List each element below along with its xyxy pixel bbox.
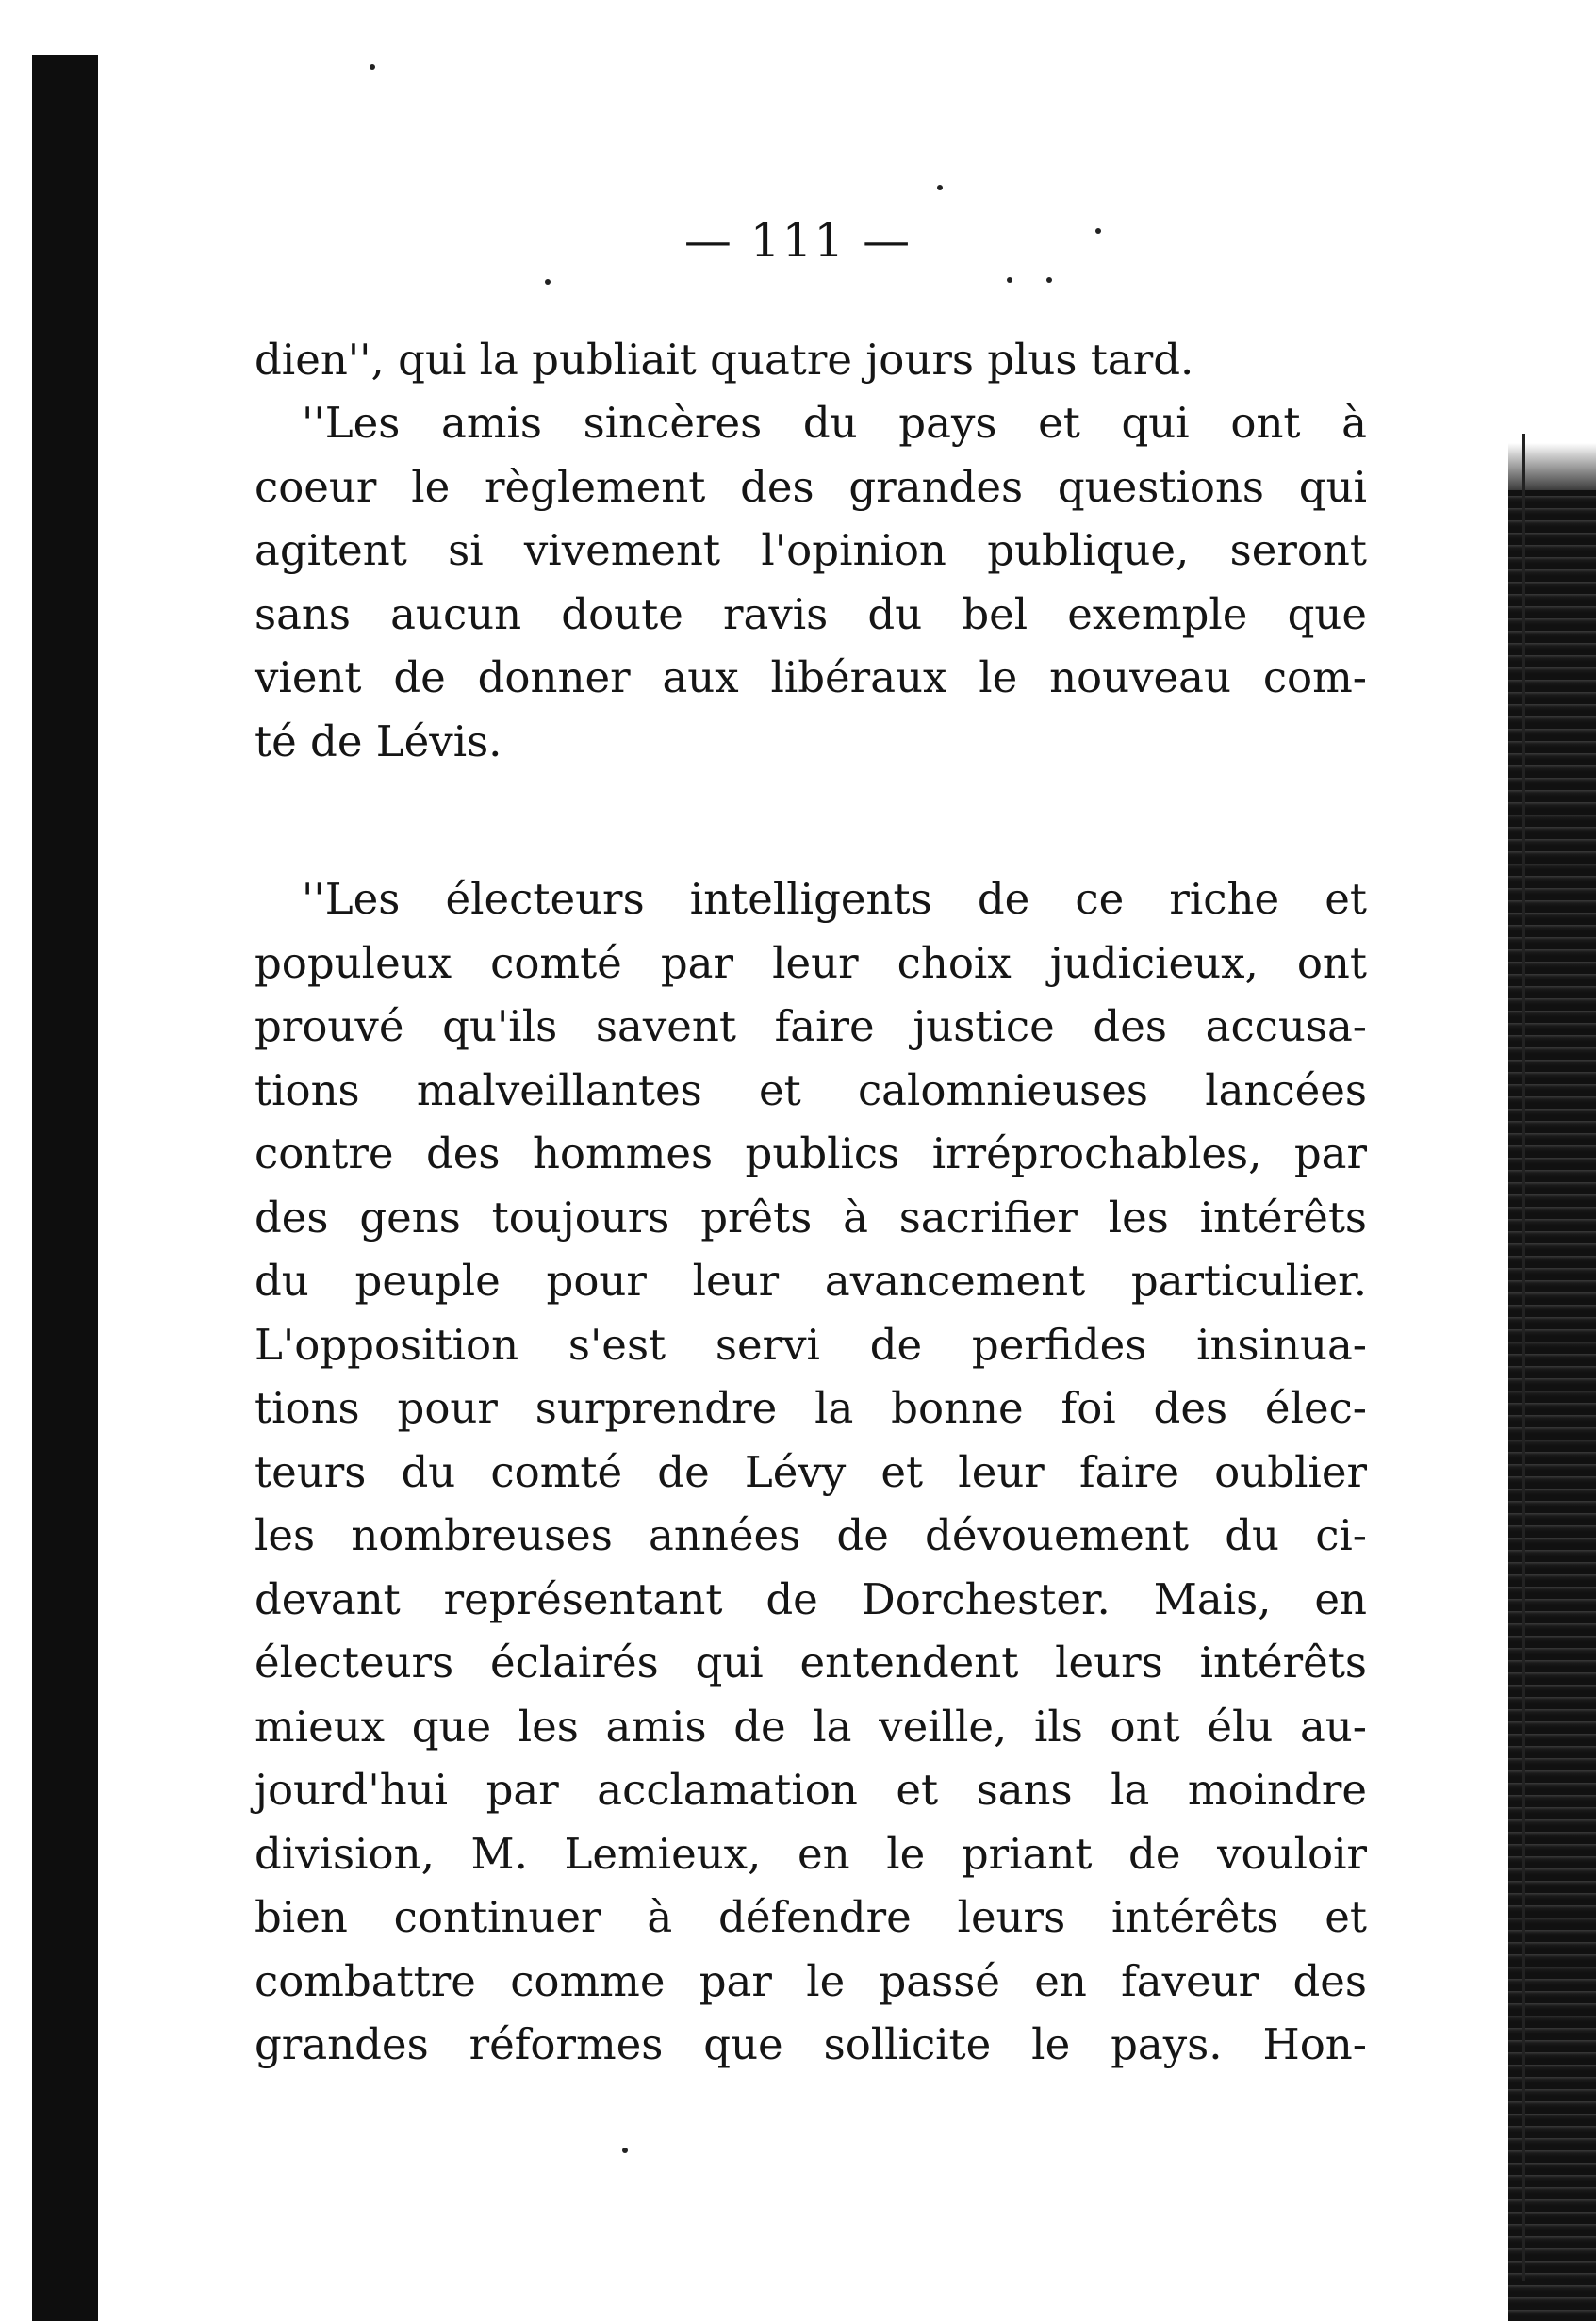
text-line: tions pour surprendre la bonne foi des élec- <box>255 1383 1367 1433</box>
text-line: coeur le règlement des grandes questions qui <box>255 461 1367 512</box>
text-line: mieux que les amis de la veille, ils ont élu au- <box>255 1701 1367 1752</box>
text-line: vient de donner aux libéraux le nouveau com- <box>255 652 1367 702</box>
text-line: combattre comme par le passé en faveur des <box>255 1955 1367 2006</box>
text-line: grandes réformes que sollicite le pays. Hon- <box>255 2019 1367 2069</box>
text-line: jourd'hui par acclamation et sans la moindre <box>255 1765 1367 1815</box>
page-number: — 111 — <box>683 213 913 268</box>
paragraph-continuation <box>255 328 1367 392</box>
text-line: ''Les électeurs intelligents de ce riche et <box>302 874 1367 924</box>
paragraph-quote-2 <box>255 867 1367 2077</box>
text-line: sans aucun doute ravis du bel exemple que <box>255 588 1367 639</box>
text-line: contre des hommes publics irréprochables, par <box>255 1128 1367 1178</box>
text-line: agitent si vivement l'opinion publique, seront <box>255 525 1367 575</box>
scan-speck <box>937 185 943 190</box>
scan-speck <box>1046 277 1052 283</box>
text-line: populeux comté par leur choix judicieux, ont <box>255 937 1367 988</box>
text-line: prouvé qu'ils savent faire justice des accusa- <box>255 1001 1367 1051</box>
text-line: té de Lévis. <box>255 716 502 766</box>
scan-speck <box>370 64 375 70</box>
text-line: des gens toujours prêts à sacrifier les intérêts <box>255 1192 1367 1243</box>
text-line: devant représentant de Dorchester. Mais, en <box>255 1573 1367 1624</box>
scan-speck <box>1007 277 1012 283</box>
text-line: bien continuer à défendre leurs intérêts et <box>255 1892 1367 1942</box>
scan-speck <box>622 2148 628 2153</box>
text-line: teurs du comté de Lévy et leur faire oublier <box>255 1446 1367 1497</box>
scan-speck <box>545 279 551 285</box>
text-line: tions malveillantes et calomnieuses lancées <box>255 1064 1367 1115</box>
text-line: division, M. Lemieux, en le priant de vouloir <box>255 1828 1367 1879</box>
scan-binding-shadow-lower <box>90 2215 98 2321</box>
text-line: électeurs éclairés qui entendent leurs intérêts <box>255 1638 1367 1687</box>
text-line: L'opposition s'est servi de perfides insinua- <box>255 1319 1367 1370</box>
scan-gutter-line <box>1522 434 1525 2281</box>
scan-binding-shadow <box>32 55 98 2321</box>
text-line: du peuple pour leur avancement particulier. <box>255 1256 1367 1306</box>
text-line: les nombreuses années de dévouement du ci- <box>255 1510 1367 1560</box>
paragraph-quote-1 <box>255 391 1367 773</box>
text-line: dien'', qui la publiait quatre jours plus tard. <box>255 335 1194 385</box>
text-line: ''Les amis sincères du pays et qui ont à <box>302 398 1367 448</box>
